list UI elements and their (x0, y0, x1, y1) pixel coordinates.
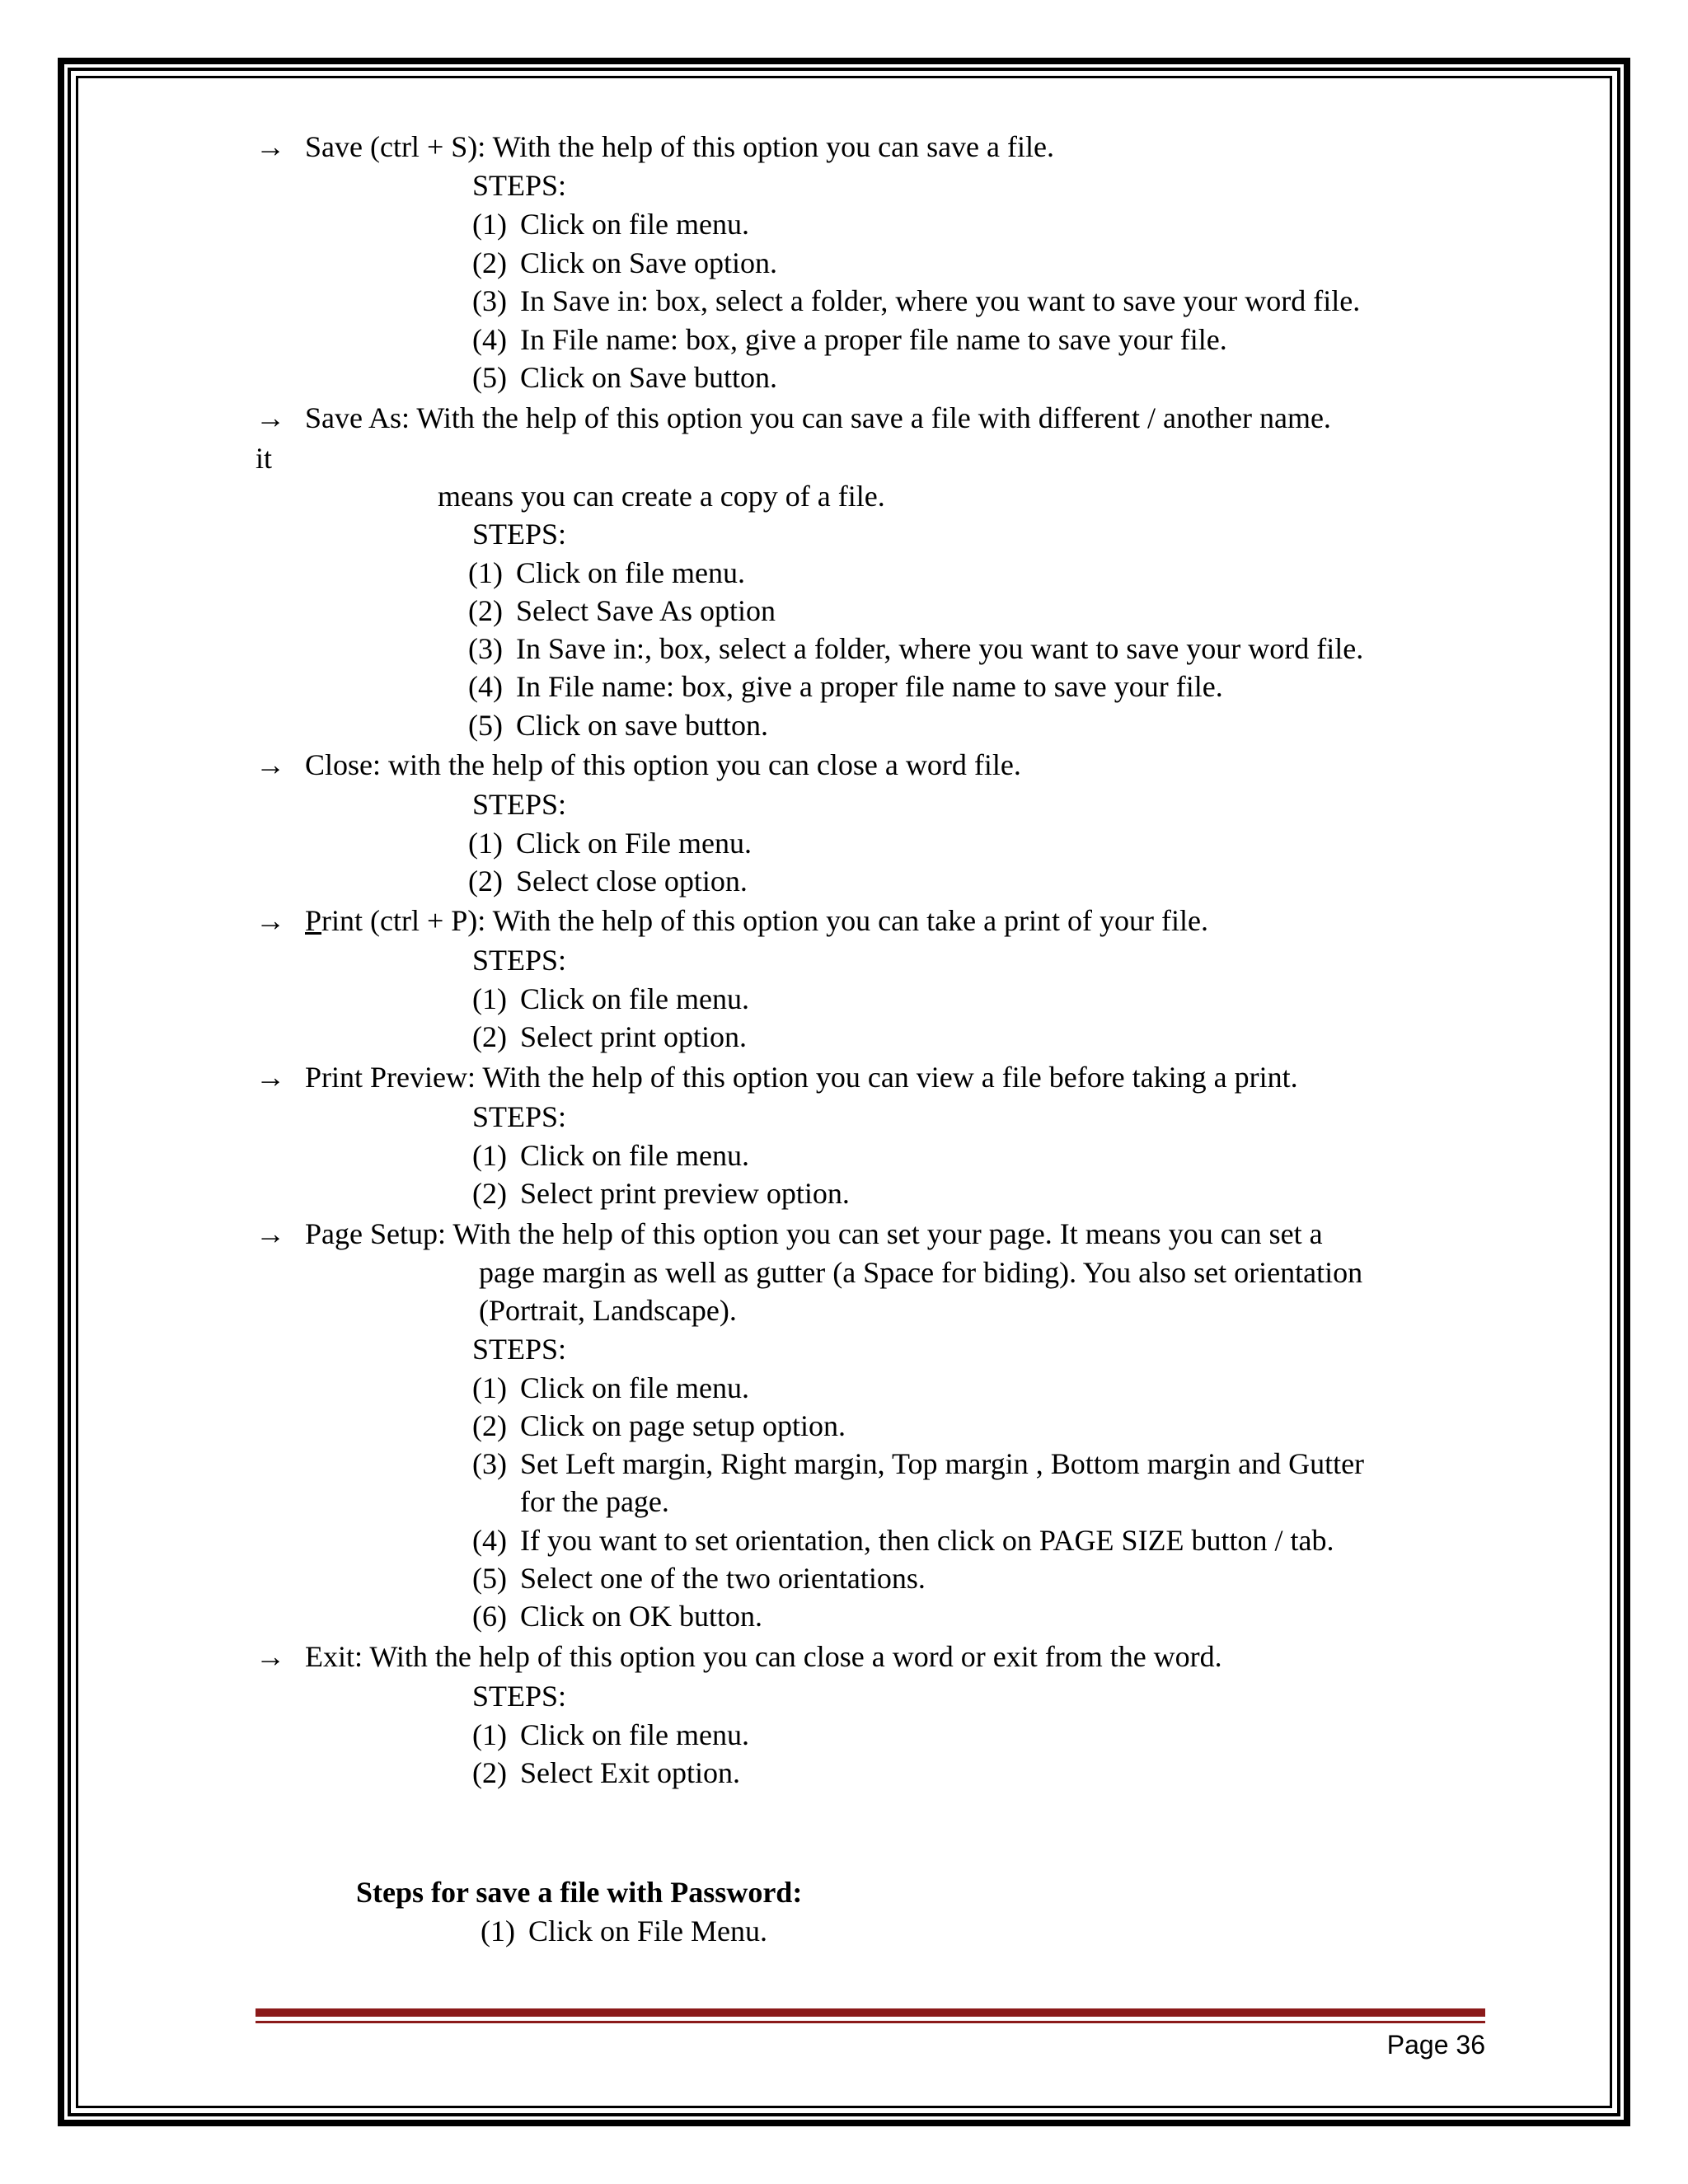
step-item: (4) If you want to set orientation, then click on PAGE SIZE button / tab. (472, 1524, 1334, 1557)
wrapped-text: it (256, 442, 273, 475)
arrow-icon: → (256, 130, 285, 163)
arrow-icon: → (256, 904, 285, 937)
save-as-heading: → Save As: With the help of this option you can save a file with different / another name. (256, 399, 1331, 437)
arrow-icon: → (256, 1061, 285, 1094)
steps-label: STEPS: (472, 788, 567, 821)
step-item: (2) Click on Save option. (472, 246, 777, 279)
step-item: (2) Click on page setup option. (472, 1409, 846, 1442)
arrow-icon: → (256, 401, 285, 434)
close-heading: → Close: with the help of this option you can close a word file. (256, 746, 1021, 784)
print-heading: → Print (ctrl + P): With the help of this option you can take a print of your file. (256, 902, 1208, 940)
step-item: (1) Click on file menu. (472, 982, 749, 1015)
step-item: (1) Click on file menu. (472, 208, 749, 241)
page-setup-heading: → Page Setup: With the help of this option you can set your page. It means you can set a (256, 1215, 1323, 1253)
step-item: (1) Click on File menu. (468, 827, 752, 860)
wrapped-text: means you can create a copy of a file. (438, 480, 885, 513)
step-item: (2) Select print option. (472, 1020, 747, 1053)
steps-label: STEPS: (472, 1100, 567, 1133)
steps-label: STEPS: (472, 1680, 567, 1713)
step-item: (5) Click on Save button. (472, 361, 777, 394)
wrapped-text: page margin as well as gutter (a Space for biding). You also set orientation (479, 1256, 1363, 1289)
step-item: (6) Click on OK button. (472, 1600, 762, 1633)
step-item: (4) In File name: box, give a proper file name to save your file. (468, 670, 1223, 703)
wrapped-text: (Portrait, Landscape). (479, 1294, 737, 1327)
step-item: (1) Click on file menu. (472, 1139, 749, 1172)
arrow-icon: → (256, 748, 285, 781)
footer-rule-thin (256, 2021, 1485, 2023)
step-item: (2) Select Save As option (468, 594, 776, 627)
print-preview-heading: → Print Preview: With the help of this option you can view a file before taking a print. (256, 1058, 1298, 1096)
step-item: (3) In Save in: box, select a folder, where you want to save your word file. (472, 284, 1361, 317)
step-item: (4) In File name: box, give a proper file name to save your file. (472, 323, 1227, 356)
step-item: (3) In Save in:, box, select a folder, where you want to save your word file. (468, 632, 1364, 665)
steps-label: STEPS: (472, 1333, 567, 1366)
arrow-icon: → (256, 1217, 285, 1250)
page-number: Page 36 (1386, 2030, 1485, 2060)
footer-rule (256, 2008, 1485, 2017)
step-item: (2) Select print preview option. (472, 1177, 850, 1210)
step-item: (5) Click on save button. (468, 709, 768, 742)
step-item: (1) Click on file menu. (472, 1718, 749, 1751)
steps-label: STEPS: (472, 169, 567, 202)
step-item: (5) Select one of the two orientations. (472, 1562, 926, 1595)
steps-label: STEPS: (472, 944, 567, 977)
wrapped-text: for the page. (520, 1485, 669, 1518)
step-item: (2) Select Exit option. (472, 1756, 740, 1789)
steps-label: STEPS: (472, 518, 567, 551)
step-item: (1) Click on file menu. (468, 556, 745, 589)
exit-heading: → Exit: With the help of this option you can close a word or exit from the word. (256, 1638, 1222, 1675)
password-heading: Steps for save a file with Password: (356, 1876, 803, 1909)
save-heading: → Save (ctrl + S): With the help of this option you can save a file. (256, 128, 1054, 166)
step-item: (1) Click on file menu. (472, 1371, 749, 1404)
step-item: (2) Select close option. (468, 865, 748, 898)
step-item: (3) Set Left margin, Right margin, Top margin , Bottom margin and Gutter (472, 1447, 1365, 1480)
arrow-icon: → (256, 1640, 285, 1673)
step-item: (1) Click on File Menu. (481, 1915, 767, 1947)
